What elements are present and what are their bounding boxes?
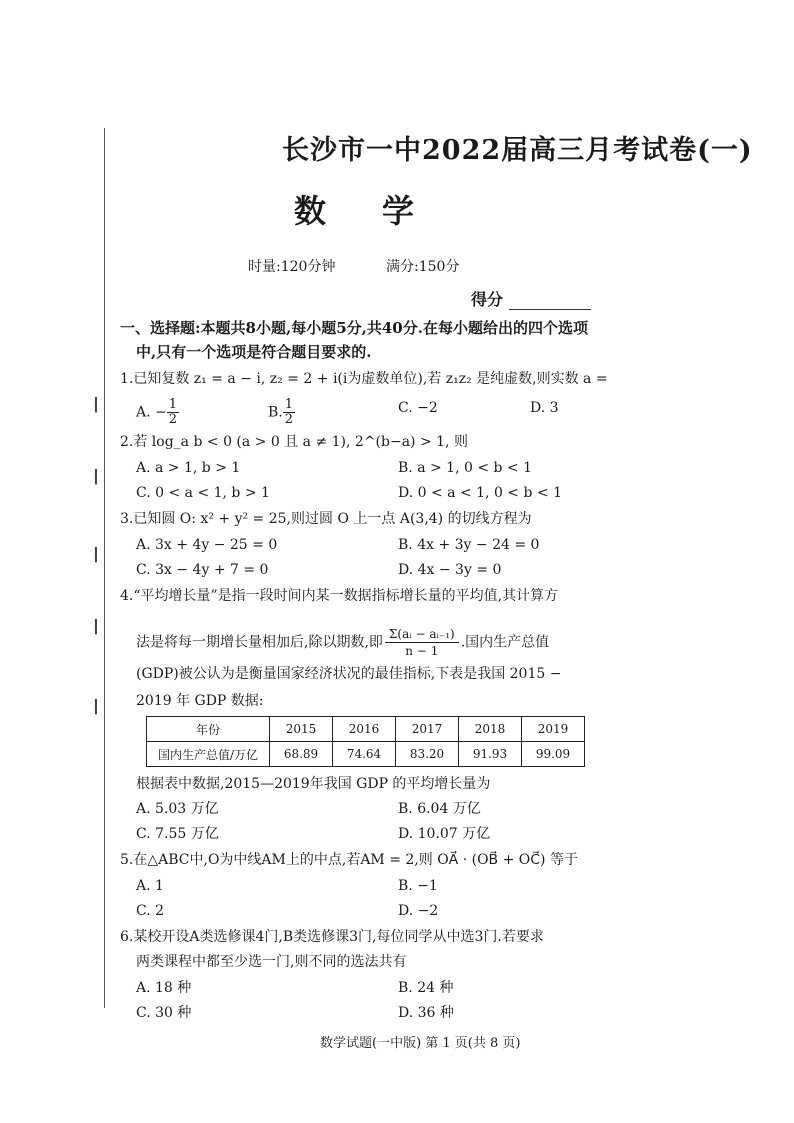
table-cell: 国内生产总值/万亿 xyxy=(147,742,270,767)
margin-mark: ┃ xyxy=(92,620,100,635)
score-blank xyxy=(509,309,591,310)
table-cell: 68.89 xyxy=(270,742,333,767)
question-5-stem: 5.在△ABC中,O为中线AM上的中点,若AM = 2,则 OA⃗ · (OB⃗ + OC⃗) 等于 xyxy=(120,852,578,868)
question-2-stem: 2.若 log_a b < 0 (a > 0 且 a ≠ 1), 2^(b−a) > 1, 则 xyxy=(120,434,468,450)
option-b: B. −1 xyxy=(398,878,438,894)
table-header-cell: 2015 xyxy=(270,717,333,742)
option-a: A. − $\frac{1}{2}$ xyxy=(136,397,178,427)
option-d: D. 4x − 3y = 0 xyxy=(398,562,502,578)
option-d: D. 10.07 万亿 xyxy=(398,826,491,842)
table-header-cell: 年份 xyxy=(147,717,270,742)
table-row xyxy=(147,717,585,742)
question-1-stem: 1.已知复数 z₁ = a − i, z₂ = 2 + i(i为虚数单位),若 z₁z₂ 是纯虚数,则实数 a = xyxy=(120,371,608,387)
option-b: B. 6.04 万亿 xyxy=(398,801,481,817)
full-score: 满分:150分 xyxy=(386,259,460,275)
option-a: A. 1 xyxy=(136,878,164,894)
table-header-cell: 2016 xyxy=(333,717,396,742)
option-a: A. 18 种 xyxy=(136,980,192,996)
fraction: $\frac{1}{2}$ xyxy=(168,397,178,427)
formula-fraction: $\frac{\text{Σ(aᵢ − aᵢ₋₁)}}{n - 1}$ xyxy=(385,626,459,659)
option-b: B. 24 种 xyxy=(398,980,454,996)
question-6-line: 6.某校开设A类选修课4门,B类选修课3门,每位同学从中选3门.若要求 xyxy=(120,929,544,945)
option-b: B. 4x + 3y − 24 = 0 xyxy=(398,537,540,553)
score-field xyxy=(471,287,591,310)
option-d: D. −2 xyxy=(398,903,439,919)
question-4-line: (GDP)被公认为是衡量国家经济状况的最佳指标,下表是我国 2015 − xyxy=(136,666,562,682)
option-a: A. a > 1, b > 1 xyxy=(136,460,241,476)
page-footer: 数学试题(一中版) 第 1 页(共 8 页) xyxy=(320,1036,521,1051)
margin-mark: ┃ xyxy=(92,700,100,715)
table-cell: 91.93 xyxy=(459,742,522,767)
option-d: D. 0 < a < 1, 0 < b < 1 xyxy=(398,485,562,501)
table-cell: 99.09 xyxy=(522,742,585,767)
table-cell: 83.20 xyxy=(396,742,459,767)
option-d: D. 3 xyxy=(530,400,559,416)
question-4-question: 根据表中数据,2015—2019年我国 GDP 的平均增长量为 xyxy=(136,776,491,792)
table-cell: 74.64 xyxy=(333,742,396,767)
option-c: C. 0 < a < 1, b > 1 xyxy=(136,485,270,501)
option-b: B. $\frac{1}{2}$ xyxy=(268,397,294,427)
exam-title: 长沙市一中2022届高三月考试卷(一) xyxy=(282,135,753,166)
time-limit: 时量:120分钟 xyxy=(248,259,336,275)
fraction: $\frac{1}{2}$ xyxy=(284,397,294,427)
table-header-cell: 2018 xyxy=(459,717,522,742)
option-a: A. 5.03 万亿 xyxy=(136,801,219,817)
subject-title: 数学 xyxy=(294,192,471,230)
option-c: C. 7.55 万亿 xyxy=(136,826,219,842)
option-c: C. 2 xyxy=(136,903,165,919)
question-3-stem: 3.已知圆 O: x² + y² = 25,则过圆 O 上一点 A(3,4) 的切线方程为 xyxy=(120,511,532,527)
section-heading: 一、选择题:本题共8小题,每小题5分,共40分.在每小题给出的四个选项 xyxy=(120,319,588,337)
score-label: 得分 xyxy=(471,290,504,309)
option-c: C. 30 种 xyxy=(136,1005,192,1021)
option-d: D. 36 种 xyxy=(398,1005,454,1021)
section-heading: 中,只有一个选项是符合题目要求的. xyxy=(136,343,372,361)
binding-line xyxy=(104,128,105,1008)
question-6-line: 两类课程中都至少选一门,则不同的选法共有 xyxy=(136,954,407,970)
margin-mark: ┃ xyxy=(92,548,100,563)
option-c: C. −2 xyxy=(398,400,438,416)
question-4-line: 2019 年 GDP 数据: xyxy=(136,693,264,709)
question-4-line: 4.“平均增长量”是指一段时间内某一数据指标增长量的平均值,其计算方 xyxy=(120,588,559,604)
table-row xyxy=(147,742,585,767)
question-4-line: 法是将每一期增长量相加后,除以期数,即 $\frac{\text{Σ(aᵢ − aᵢ₋₁)}}{n - 1}$ .国内生产总值 xyxy=(136,627,550,658)
table-header-cell: 2017 xyxy=(396,717,459,742)
table-header-cell: 2019 xyxy=(522,717,585,742)
option-a: A. 3x + 4y − 25 = 0 xyxy=(136,537,278,553)
option-c: C. 3x − 4y + 7 = 0 xyxy=(136,562,269,578)
margin-mark: ┃ xyxy=(92,470,100,485)
margin-mark: ┃ xyxy=(92,398,100,413)
option-b: B. a > 1, 0 < b < 1 xyxy=(398,460,533,476)
gdp-table xyxy=(146,716,585,767)
